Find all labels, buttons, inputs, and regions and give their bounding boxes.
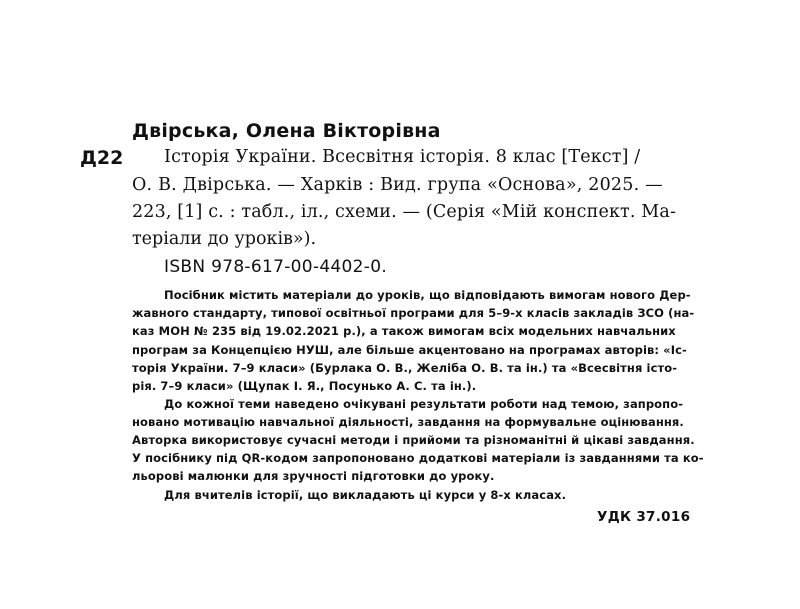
annotation-line: каз МОН № 235 від 19.02.2021 р.), а також вимогам всіх модельних навчальних xyxy=(132,324,676,338)
author-heading: Двірська, Олена Вікторівна xyxy=(132,120,441,142)
annotation-line: Для вчителів історії, що викладають ці курси у 8-х класах. xyxy=(164,488,567,502)
annotation-line: Посібник містить матеріали до уроків, що відповідають вимогам нового Дер- xyxy=(164,288,691,302)
annotation-line: програм за Концепцією НУШ, але більше акцентовано на програмах авторів: «Іс- xyxy=(132,343,687,357)
bibliographic-line: теріали до уроків»). xyxy=(132,229,317,249)
annotation-line: рія. 7–9 класи» (Щупак І. Я., Посунько А. С. та ін.). xyxy=(132,379,477,393)
catalog-code: Д22 xyxy=(80,147,124,169)
annotation-line: Авторка використовує сучасні методи і прийоми та різноманітні й цікаві завдання. xyxy=(132,433,695,447)
annotation-line: У посібнику під QR-кодом запропоновано додаткові матеріали із завданнями та ко- xyxy=(132,451,704,465)
annotation-line: льорові малюнки для зручності підготовки до уроку. xyxy=(132,469,495,483)
annotation-line: торія України. 7–9 класи» (Бурлака О. В., Желіба О. В. та ін.) та «Всесвітня істо- xyxy=(132,361,678,375)
annotation-line: новано мотивацію навчальної діяльності, завдання на формувальне оцінювання. xyxy=(132,415,684,429)
isbn-number: ISBN 978-617-00-4402-0. xyxy=(164,257,388,277)
annotation-line: жавного стандарту, типової освітньої програми для 5–9-х класів закладів ЗСО (на- xyxy=(132,306,695,320)
bibliographic-line: О. В. Двірська. — Харків : Вид. група «Основа», 2025. — xyxy=(132,175,663,195)
bibliographic-line: 223, [1] с. : табл., іл., схеми. — (Серія «Мій конспект. Ма- xyxy=(132,202,677,222)
udc-code: УДК 37.016 xyxy=(597,509,691,525)
bibliographic-line: Історія України. Всесвітня історія. 8 клас [Текст] / xyxy=(164,147,641,167)
annotation-line: До кожної теми наведено очікувані результати роботи над темою, запропо- xyxy=(164,397,684,411)
